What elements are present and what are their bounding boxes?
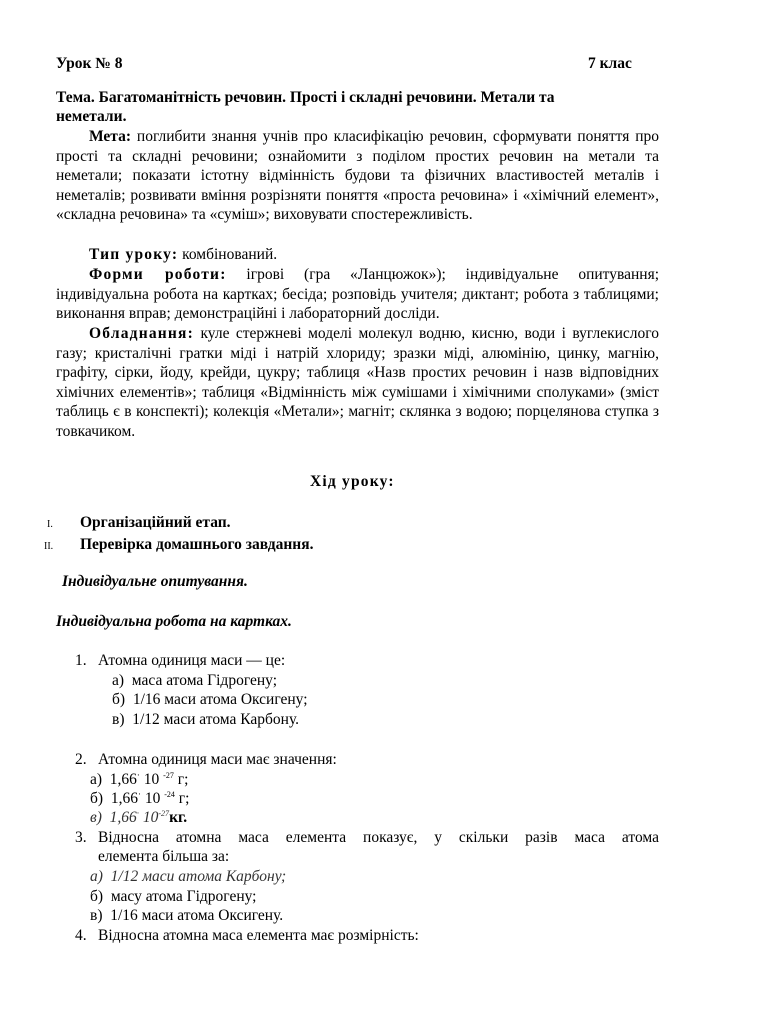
grade-label: 7 клас <box>588 55 632 72</box>
question-3-line-1: Відносна атомна маса елемента показує, у скільки разів маса атома <box>98 829 659 846</box>
option-dot: · <box>136 807 140 818</box>
question-3-option-b <box>90 887 257 907</box>
option-ten: 10 <box>143 771 160 788</box>
work-forms-paragraph <box>56 265 659 324</box>
option-letter: а) <box>112 672 125 689</box>
option-exponent: -24 <box>164 789 175 799</box>
option-text: масу атома Гідрогену; <box>110 888 257 905</box>
option-letter: а) <box>90 868 103 885</box>
option-dot: · <box>137 788 141 799</box>
stage-1-number: I. <box>47 519 53 530</box>
individual-survey-heading: Індивідуальне опитування. <box>62 573 248 590</box>
option-text: 1/16 маси атома Оксигену; <box>132 691 308 708</box>
card-work-heading: Індивідуальна робота на картках. <box>56 613 292 630</box>
question-1-option-c <box>112 710 299 730</box>
topic-line-1: Тема. Багатоманітність речовин. Прості і складні речовини. Метали та <box>56 89 555 106</box>
course-heading: Хід уроку: <box>310 473 395 490</box>
option-letter: б) <box>112 691 126 708</box>
option-text: 1/16 маси атома Оксигену. <box>110 907 284 924</box>
work-forms-label: Форми роботи: <box>89 266 227 283</box>
option-dot: · <box>136 769 140 780</box>
question-3-option-c <box>90 906 283 926</box>
question-2-option-b <box>90 789 189 809</box>
stage-2-number: II. <box>44 541 54 552</box>
question-2-number: 2. <box>75 751 87 768</box>
question-1-number: 1. <box>75 652 87 669</box>
goal-paragraph <box>56 127 659 225</box>
lesson-number: Урок № 8 <box>56 55 123 72</box>
question-1-text: Атомна одиниця маси — це: <box>98 652 286 669</box>
topic-line-2: неметали. <box>56 108 127 125</box>
option-letter: в) <box>90 907 103 924</box>
option-letter: в) <box>90 809 102 826</box>
question-4-text: Відносна атомна маса елемента має розмірність: <box>98 927 419 944</box>
option-unit: г; <box>178 790 190 807</box>
lesson-type-paragraph <box>56 245 659 265</box>
option-exponent: -27 <box>163 770 174 780</box>
lesson-type-text: комбінований. <box>182 246 278 263</box>
question-2-option-c <box>90 808 187 828</box>
equipment-text: куле стержневі моделі молекул водню, кисню, води і вуглекислого газу; кристалічні гратки міді і натрій хлориду; зразки міді, алюмінію, цинку, магнію, графіту, сірки, йоду, крейди, цукру; таблиця «Назв простих речовин і назв відповідних хімічних елементів»; таблиця «Відмінність між сумішами і хімічними сполуками» (зміст таблиць є в конспекті); колекція «Метали»; магніт; склянка з водою; порцелянова ступка з товкачиком. <box>56 325 660 440</box>
option-base: 1,66 <box>109 771 137 788</box>
question-1-option-a <box>112 671 277 691</box>
question-4-number: 4. <box>75 927 87 944</box>
option-ten: 10 <box>144 790 161 807</box>
option-ten: 10 <box>142 809 159 826</box>
option-exponent: -27 <box>158 808 170 818</box>
goal-label: Мета: <box>89 128 132 145</box>
option-base: 1,66 <box>109 809 137 826</box>
option-text: маса атома Гідрогену; <box>131 672 277 689</box>
question-2-text: Атомна одиниця маси має значення: <box>98 751 337 768</box>
question-3-number: 3. <box>75 829 87 846</box>
option-text: 1/12 маси атома Карбону; <box>110 868 287 885</box>
option-letter: б) <box>90 888 104 905</box>
option-text: 1/12 маси атома Карбону. <box>132 711 300 728</box>
stage-2-text: Перевірка домашнього завдання. <box>80 536 314 553</box>
option-base: 1,66 <box>110 790 138 807</box>
question-2-option-a <box>90 770 188 790</box>
option-letter: а) <box>90 771 103 788</box>
lesson-type-label: Тип уроку: <box>89 246 179 263</box>
option-letter: в) <box>112 711 125 728</box>
question-3-option-a <box>90 867 286 887</box>
work-forms-text: ігрові (гра «Ланцюжок»); індивідуальне опитування; індивідуальна робота на картках; бесіда; розповідь учителя; диктант; робота з таблицями; виконання вправ; демонстраційні і лабораторний досліди. <box>56 266 660 323</box>
equipment-paragraph <box>56 324 659 442</box>
goal-text: поглибити знання учнів про класифікацію речовин, сформувати поняття про прості та складні речовини; ознайомити з поділом простих речовин на метали та неметали; показати істотну відмінність будови та фізичних властивостей металів і неметалів; розвивати вміння розрізняти поняття «проста речовина» і «хімічний елемент», «складна речовина» та «суміш»; виховувати спостережливість. <box>56 128 659 224</box>
question-1-option-b <box>112 690 308 710</box>
stage-1-text: Організаційний етап. <box>80 514 231 531</box>
question-3-line-2: елемента більша за: <box>98 848 230 865</box>
equipment-label: Обладнання: <box>89 325 194 342</box>
option-unit: кг. <box>169 809 188 826</box>
option-letter: б) <box>90 790 104 807</box>
option-unit: г; <box>177 771 189 788</box>
